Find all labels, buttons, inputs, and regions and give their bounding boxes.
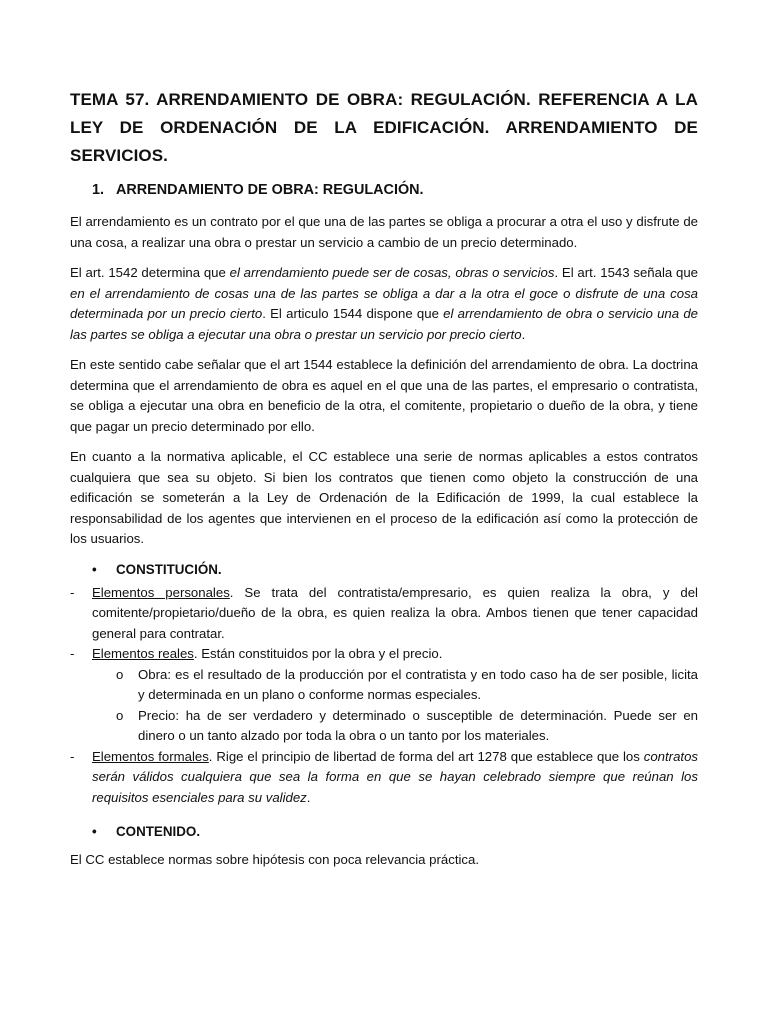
list-item-text [92, 747, 698, 809]
dash-marker: - [70, 584, 75, 600]
p2-text-e: . El articulo 1544 dispone que [262, 306, 444, 321]
list-item-text [92, 644, 698, 665]
spacer [70, 808, 698, 822]
formales-text: . Rige el principio de libertad de forma del art 1278 que establece que los [208, 748, 644, 764]
bullet-icon: • [92, 561, 97, 577]
list-item-text [92, 583, 698, 645]
bullet-constitucion [92, 560, 698, 580]
list-item-reales [70, 644, 698, 665]
paragraph-4: En cuanto a la normativa aplicable, el CC establece una serie de normas aplicables a estos contratos cualquiera que sea su objeto. Si bien los contratos que tienen como objeto la construcción de una edificación se someterán a la Ley de Ordenación de la Edificación de 1999, la cual establece la responsabilidad de los agentes que intervienen en el proceso de la edificación así como la protección de los usuarios. [70, 449, 698, 546]
p2-text-c: . El art. 1543 señala que [554, 265, 698, 280]
dash-marker: - [70, 646, 75, 661]
paragraph-3: En este sentido cabe señalar que el art 1544 establece la definición del arrendamiento de obra. La doctrina determina que el arrendamiento de obra es aquel en el que una de las partes, el empresario o contratista, se obliga a ejecutar una obra en beneficio de la otra, el comitente, propietario o dueño de la obra, y tiene que pagar un precio determinado por ello. [70, 357, 698, 434]
p2-italic-f: el arrendamiento de obra o servicio una de las partes se obliga a ejecutar una obra o prestar un servicio por precio cierto [70, 306, 699, 342]
reales-text: . Están constituidos por la obra y el precio. [193, 646, 443, 661]
list-item-personales [70, 583, 698, 645]
dash-marker: - [70, 748, 75, 764]
p2-text-g: . [521, 326, 526, 342]
term-reales: Elementos reales [92, 646, 194, 661]
p2-italic-d: en el arrendamiento de cosas una de las partes se obliga a dar a la otra el goce o disfrute de una cosa determinada por un precio cierto [70, 285, 698, 321]
bullet-label: CONTENIDO. [116, 824, 201, 839]
list-item-formales [70, 747, 698, 809]
paragraph-5: El CC establece normas sobre hipótesis con poca relevancia práctica. [70, 852, 480, 867]
bullet-label: CONSTITUCIÓN. [116, 561, 222, 577]
paragraph-1: El arrendamiento es un contrato por el que una de las partes se obliga a procurar a otra el uso y disfrute de una cosa, a realizar una obra o prestar un servicio a cambio de un precio determinado. [70, 214, 698, 250]
term-formales: Elementos formales [92, 748, 209, 764]
sublist-item-text: Precio: ha de ser verdadero y determinado o susceptible de determinación. Puede ser en dinero o un tanto alzado por toda la obra o un tanto por los materiales. [138, 707, 698, 743]
formales-end: . [306, 789, 311, 805]
circle-marker: o [116, 707, 124, 723]
section-heading [92, 180, 698, 200]
formales-italic: contratos serán válidos cualquiera que sea la forma en que se hayan celebrado siempre que reúnan los requisitos esenciales para su validez [92, 748, 698, 805]
document-title: TEMA 57. ARRENDAMIENTO DE OBRA: REGULACIÓN. REFERENCIA A LA LEY DE ORDENACIÓN DE LA EDIFICACIÓN. ARRENDAMIENTO DE SERVICIOS. [70, 90, 698, 165]
personales-text: . Se trata del contratista/empresario, es quien realiza la obra, y del comitente/propietario/dueño de la obra, es quien realiza la obra. Ambos tienen que tener capacidad general para contratar. [92, 584, 698, 641]
p2-italic-b: el arrendamiento puede ser de cosas, obras o servicios [229, 265, 555, 280]
bullet-contenido [92, 822, 698, 842]
term-personales: Elementos personales [92, 584, 230, 600]
p2-text-a: El art. 1542 determina que [70, 265, 230, 280]
sublist-item-text: Obra: es el resultado de la producción por el contratista y en todo caso ha de ser posible, licita y determinada en un plano o conforme normas especiales. [138, 666, 698, 702]
sublist-item-precio [116, 706, 698, 747]
bullet-icon: • [92, 824, 97, 839]
section-heading-text: ARRENDAMIENTO DE OBRA: REGULACIÓN. [116, 182, 424, 198]
paragraph-2 [70, 263, 698, 345]
sublist-item-obra [116, 665, 698, 706]
section-number: 1. [92, 182, 105, 198]
circle-marker: o [116, 666, 124, 682]
